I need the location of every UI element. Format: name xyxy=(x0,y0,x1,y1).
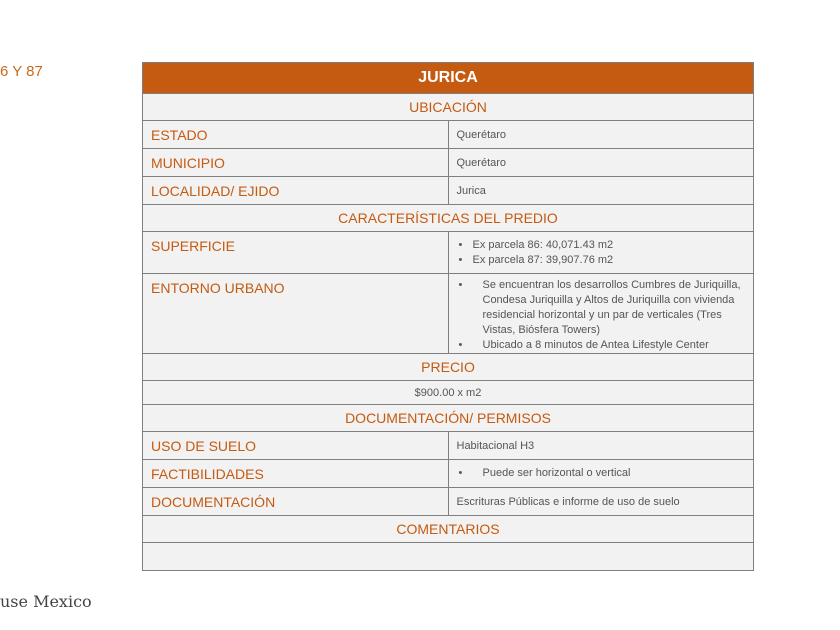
precio-value: $900.00 x m2 xyxy=(143,381,754,405)
comentarios-value xyxy=(143,543,754,571)
factibilidades-list xyxy=(457,466,746,481)
list-item: • Ex parcela 87: 39,907.76 m2 xyxy=(457,253,746,268)
documentacion-label: DOCUMENTACIÓN xyxy=(143,488,449,516)
section-ubicacion xyxy=(143,94,754,121)
row-localidad xyxy=(143,177,754,205)
entorno-label: ENTORNO URBANO xyxy=(143,274,449,354)
municipio-value: Querétaro xyxy=(448,149,754,177)
row-precio xyxy=(143,381,754,405)
watermark-text: use Mexico xyxy=(0,592,92,611)
section-documentacion xyxy=(143,405,754,432)
row-estado xyxy=(143,121,754,149)
section-ubicacion-title: UBICACIÓN xyxy=(143,94,754,121)
entorno-value xyxy=(448,274,754,354)
section-precio-title: PRECIO xyxy=(143,354,754,381)
sheet-title: JURICA xyxy=(143,63,754,94)
section-documentacion-title: DOCUMENTACIÓN/ PERMISOS xyxy=(143,405,754,432)
title-row xyxy=(143,63,754,94)
estado-value: Querétaro xyxy=(448,121,754,149)
municipio-label: MUNICIPIO xyxy=(143,149,449,177)
factibilidades-value xyxy=(448,460,754,488)
factibilidades-label: FACTIBILIDADES xyxy=(143,460,449,488)
superficie-label: SUPERFICIE xyxy=(143,232,449,274)
section-comentarios xyxy=(143,516,754,543)
row-uso-suelo xyxy=(143,432,754,460)
superficie-list xyxy=(457,238,746,268)
list-item: • Ubicado a 8 minutos de Antea Lifestyle Center xyxy=(457,338,746,353)
localidad-label: LOCALIDAD/ EJIDO xyxy=(143,177,449,205)
entorno-list xyxy=(457,278,746,353)
localidad-value: Jurica xyxy=(448,177,754,205)
list-item: • Puede ser horizontal o vertical xyxy=(457,466,746,481)
row-factibilidades xyxy=(143,460,754,488)
section-comentarios-title: COMENTARIOS xyxy=(143,516,754,543)
corner-label: 6 Y 87 xyxy=(0,63,43,80)
uso-suelo-value: Habitacional H3 xyxy=(448,432,754,460)
row-municipio xyxy=(143,149,754,177)
section-caracteristicas-title: CARACTERÍSTICAS DEL PREDIO xyxy=(143,205,754,232)
estado-label: ESTADO xyxy=(143,121,449,149)
section-caracteristicas xyxy=(143,205,754,232)
list-item: • Se encuentran los desarrollos Cumbres de Juriquilla, Condesa Juriquilla y Altos de Juriquilla con vivienda residencial horizontal y un par de verticales (Tres Vistas, Biósfera Towers) xyxy=(457,278,746,338)
row-documentacion xyxy=(143,488,754,516)
list-item: • Ex parcela 86: 40,071.43 m2 xyxy=(457,238,746,253)
uso-suelo-label: USO DE SUELO xyxy=(143,432,449,460)
section-precio xyxy=(143,354,754,381)
superficie-value xyxy=(448,232,754,274)
row-comentarios xyxy=(143,543,754,571)
property-sheet-table xyxy=(142,62,754,571)
row-entorno xyxy=(143,274,754,354)
row-superficie xyxy=(143,232,754,274)
documentacion-value: Escrituras Públicas e informe de uso de suelo xyxy=(448,488,754,516)
